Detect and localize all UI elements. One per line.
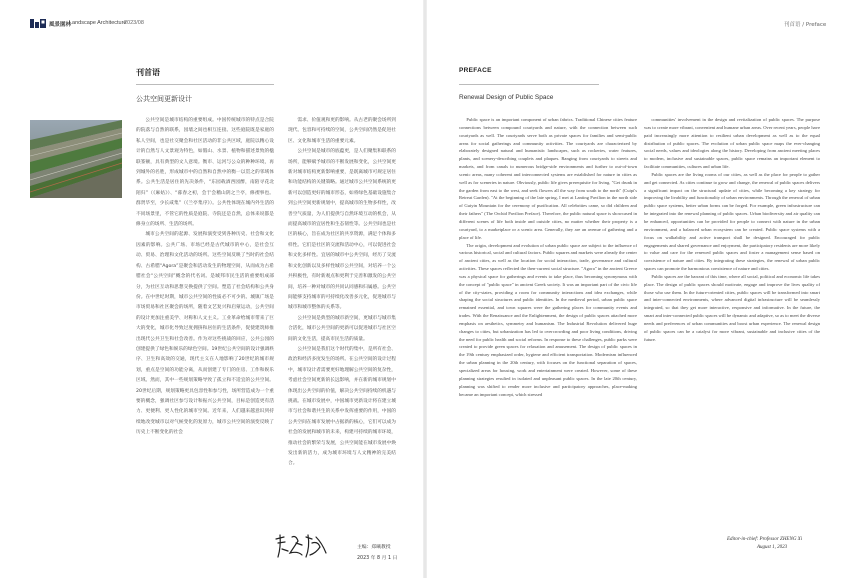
chinese-paragraph: 城市公共空间的起源、发展和演变受到各种历史、社会和文化因素的影响。公共广场、市场已经是古代城市的中心，是社会互动、贸易、治理和文化活动的场所。这些空间反映了当时的社会结构、古希腊“Agora”是聚会和活动发生的物理空间，从而成为古希腊社会“公共空间”概念的代名词。是城邦市民生活的重要组成部分，为社区互动和思想交换提供了空间。塑造了社会结构和公共身份。在中世纪时期，城市公共空间的性质必不可少的。城镇广场是市场贸易和社区聚会的场所，随着文艺复兴和启蒙运动，公共空间的设计更加注重美学、对称和人文主义。工业革命给城市带来了巨大的变化，城市化导致过度拥挤和居住的生活条件，促使建筑师推出现代公共卫生和社会改善。作为对这些挑战的回应，公共公园的创建提供了绿色和娱乐的绿色空间。19世纪公共空间的设计强调秩序、卫生和高效的交通，现代主义在人地影响了20世纪的城市规划，重点是空间的功能分离，从而创建了专门的住房、工作和娱乐区域。然而，其中一些规划策略导致了孤立和不适宜的公共空间。20世纪后期，规划策略更具包容性和参与性，场所营造成为一个重要的概念，强调社区参与设计和振兴公共空间，目标是创造更有活力、更便利、更人性化的城市空间。近年来，人们越来越意识到持续地改变城市以对气候变化的复原力，城市公共空间的演变反映了历史上不断变化的社会 [136, 232, 274, 436]
railway-yard-photo [30, 120, 122, 198]
section-rule-left [136, 84, 274, 85]
chinese-paragraph: 需求、价值观和更的影响。从古老的聚会场所到现代、包容和可持续的空间，公共空间仍然是促进社区、文化和城市生活的重要元素。 [288, 118, 396, 144]
section-title-en: PREFACE [459, 67, 492, 74]
issue-number: 2023/08 [124, 20, 144, 26]
english-paragraph: Public space is an important component of urban fabrics. Traditional Chinese cities feature connections between compound courtyards and nature, with the connection between such courtyards as well. The courtyards serve both as private spaces for families and semi-public areas for social gatherings and community activities. The courtyards are characterized by elaborately designed natural and humanistic landscapes, such as rockeries, water features, plants, and scenery-describing couplets and plaques. Ranging from courtyards to streets and markets, and from canals to numerous bridge-side environments and further to out-of-town scenic areas, many coherent and interconnected systems are established for nature in cities as well as for sceneries in nature. Obviously, public life gives prerequisite for living. "Get drunk in the garden from east to the west, and seek flowers all the way from south to the north" (Cuipi's Retreat Garden). "At the beginning of the late spring, I met at Lanting Pavilion in the north side of Guiyin Mountain for the ceremony of purification. All celebrities came, so did children and their fathers" (The Orchid Pavilion Preface). Therefore, the public natural space is showcased in different scenes of life both inside and outside cities, no matter whether their property is a courtyard, to a marketplace or a scenic area. Generally, they are an avenue of gathering and a place of life. [459, 117, 637, 240]
journal-logo-icon [30, 19, 46, 28]
english-paragraph: Public spaces are the barrant of this time, where all social, political and economic life takes place. The design of public spaces should motivate, engage and improve the lives quality of those who use them. In the future-oriented cities, public spaces will be transformed into smart and inter-connected environments, where advanced digital infrastructure will be seamlessly integrated, so that they get more interactive, responsive and informative. In the future, the smart and inter-connected public spaces will be dynamic and adaptive, so as to meet the diverse needs and preferences of urban communities and boost urban experience. The renewal design of public spaces can be a catalyst for more vibrant, sustainable and inclusive cities of the future. [644, 273, 820, 342]
section-rule-right [459, 84, 599, 85]
page-gutter [423, 0, 427, 578]
english-paragraph: Public spaces are the living rooms of our cities, as well as the place for people to gather and get connected. As cities continue to grow and change, the renewal of public spaces delivers a significant impact on the structural update of cities, while becoming a key strategy for improving the livability and functionality of urban environments. Through the renewal of urban public space systems, better urban forms can be forged. For example, green infrastructure can be integrated into the renewal planning of public spaces. Urban biodiversity and air quality can be enhanced, opportunities can be provided for people to connect with nature in the urban environment, and a balanced urban ecosystem can be created. Public space systems with a focus on walkability and active transport shall be designed. Encouraged for public engagements and shared governance and enjoyment, the participatory residents are more likely to value and care for the renewed public spaces and foster a management sense based on coexistence of nature and cities. By integrating these strategies, the renewal of urban public spaces can promote the harmonious coexistence of nature and cities. [644, 171, 820, 272]
editor-signature-en: Editor-in-chief: Professor ZHENG Xi [727, 537, 803, 542]
journal-name-cn: 風景園林 [49, 22, 72, 28]
journal-name-en: Landscape Architecture [69, 20, 127, 26]
handwritten-signature [272, 531, 330, 561]
chinese-paragraph: 公共空间是典型的城市新空间，更城市与城市集合活化，城市公共空间的更新可以促进城市与社区空间的文化生活，提高市民生活的质量。 [288, 315, 396, 342]
editor-signature-date-en: August 1, 2023 [757, 545, 788, 550]
chinese-paragraph: 公共空间是我们这个时代的集中，是所有社会、政治和经济多度发生的场所。在公共空间的设计过程中，城市设计者需要更好地理解公共空间的复杂性，考虑社会空间更新的长远影响，并在新的城市规划中体现出公共空间的价值，解决公共空间持续的机遇与挑战。在城市发展中，中国城市更新设计将在建立城市与社会和谐共生的关系中发挥重要的作用，中国的公共空间在城市发展中占据新的核心，它们可以成为社会的发展和城市的未来，构建可持续的城市环境，推动社会的繁荣与发展，公共空间能在城市发展中焕发出新的活力，成为城市环境与人文精神的完美结合。 [288, 346, 396, 467]
section-title-cn: 刊首语 [136, 68, 160, 77]
running-head-right: 刊首语 / Preface [784, 22, 827, 28]
chinese-text-column-2 [288, 116, 396, 521]
article-subtitle-cn: 公共空间更新设计 [136, 95, 192, 103]
english-text-column-1 [459, 116, 637, 562]
chinese-paragraph: 公共空间是城市的底蕴更，是人们聚集和联系的场所，能够赋予城市的不断发展和变化，公共空间更新对城市结构更新影响重要，是既离城市可规定居住和功能结构的关键策略。通过城市公共空间系统的更新可以创造更好的城市形态，如将绿色基础设施集合到公共空间更新规划中，提高城市的生物多样性，改善空气质量，为人们提供与自然环境互动的机会，从而提高城市的宜居性和生态韧性等。公共空间也是社区的核心，旨在成为社区的共享资源，满足个体和多样性。它们是社区的交流和活动中心，可以促进社会和文化多样性。宜居的城市中公共空间，经历了交流和文化创新以及多样性城市公共空间，对培养一个公共积极性，有时新观点和更利于完善和激发的公共空间，培养一种对城市的共同认同感和归属感。公共空间能够支持城市的可持续化改善多元化，促进城市与城市和城市整体的关系等。 [288, 149, 396, 311]
english-text-column-2 [644, 116, 820, 526]
chinese-paragraph: 公共空间是城市结构的重要组成。中国传统城市的特点是合院的院落与自然的联系，园墙之间也相互连接。这些庭院既是家庭的私人空间，也是社交聚会和社区活动的非公共区域，庭院以精心设计的自然与人文景观为特色，如假山、水景、植物和描述景致的楹联篆额，具有典型的文人意境。衡市、运河与公众的种种环境，再到城外的名胜，形成城市中的自然和自然中的衡一以贯之的邻域体系。公共生活是居住的先决条件，“东园载酒西园醉，南陌寻花北陌归”（《麻姑》）、“暮春之初，会于会稽山阴之兰亭，修禊事也。群贤毕至，少长咸集”（《兰亭集序》）。公共性体现在城内外生活的不同场景里，不管它的性质是庭院、寺院还是自然，总体来说都是修身立的场所、生活的场所。 [136, 118, 274, 228]
editor-signature-date: 2023 年 8 月 1 日 [357, 556, 398, 561]
chinese-text-column-1 [136, 116, 274, 562]
editor-signature-name: 主编：郑曦教授 [357, 545, 391, 550]
english-paragraph: communities' involvement in the design and revitalization of public spaces. The purpose was to create more vibrant, convenient and humane urban areas. Over recent years, people have paid increasingly more attention to resilient urban development as well as to the equal distribution of public spaces. The evolution of urban public space maps the ever-changing social needs, values and ideologies along the history. Developing from ancient meeting places to modern, inclusive and sustainable spaces, public space remains an important element to facilitate communities, cultures and urban life. [644, 117, 820, 170]
english-paragraph: The origin, development and evolution of urban public space are subject to the influence of various historical, social and cultural factors. Public squares and markets were already the center of ancient cities, as well as the location for social interaction, trade, governance and cultural activities. These spaces reflected the then-current social structure. "Agora" in the ancient Greece was a physical space for gatherings and events to take place, thus becoming synonymous with the concept of "public space" in ancient Greek society. It was an important part of the civic life of the city-states, providing a room for community interactions and idea exchanges, while shaping the social structures and public identities. In the medieval period, urban public space remained essential, and town squares were the gathering places for community events and trades. With the Renaissance and the Enlightenment, the design of public spaces attached more emphasis on aesthetics, symmetry and humanism. The Industrial Revolution delivered huge changes to cities, but urbanization has led to overcrowding and poor living conditions, driving the need for public health and social reforms. In response to these challenges, public parks were created to provide green spaces for relaxation and amusement. The design of public spaces in the 19th century emphasized order, hygiene and efficient transportation. Modernism influenced the urban planning in the 20th century, with focuses on the functional separation of spaces, specialized areas for housing, work and entertainment were created. However, some of these planning strategies resulted in isolated and unpleasant public spaces. In the late 20th century, planning was shifted to render more inclusive and participatory approaches, place-making became an important concept, which stressed [459, 242, 637, 397]
article-subtitle-en: Renewal Design of Public Space [459, 94, 554, 101]
